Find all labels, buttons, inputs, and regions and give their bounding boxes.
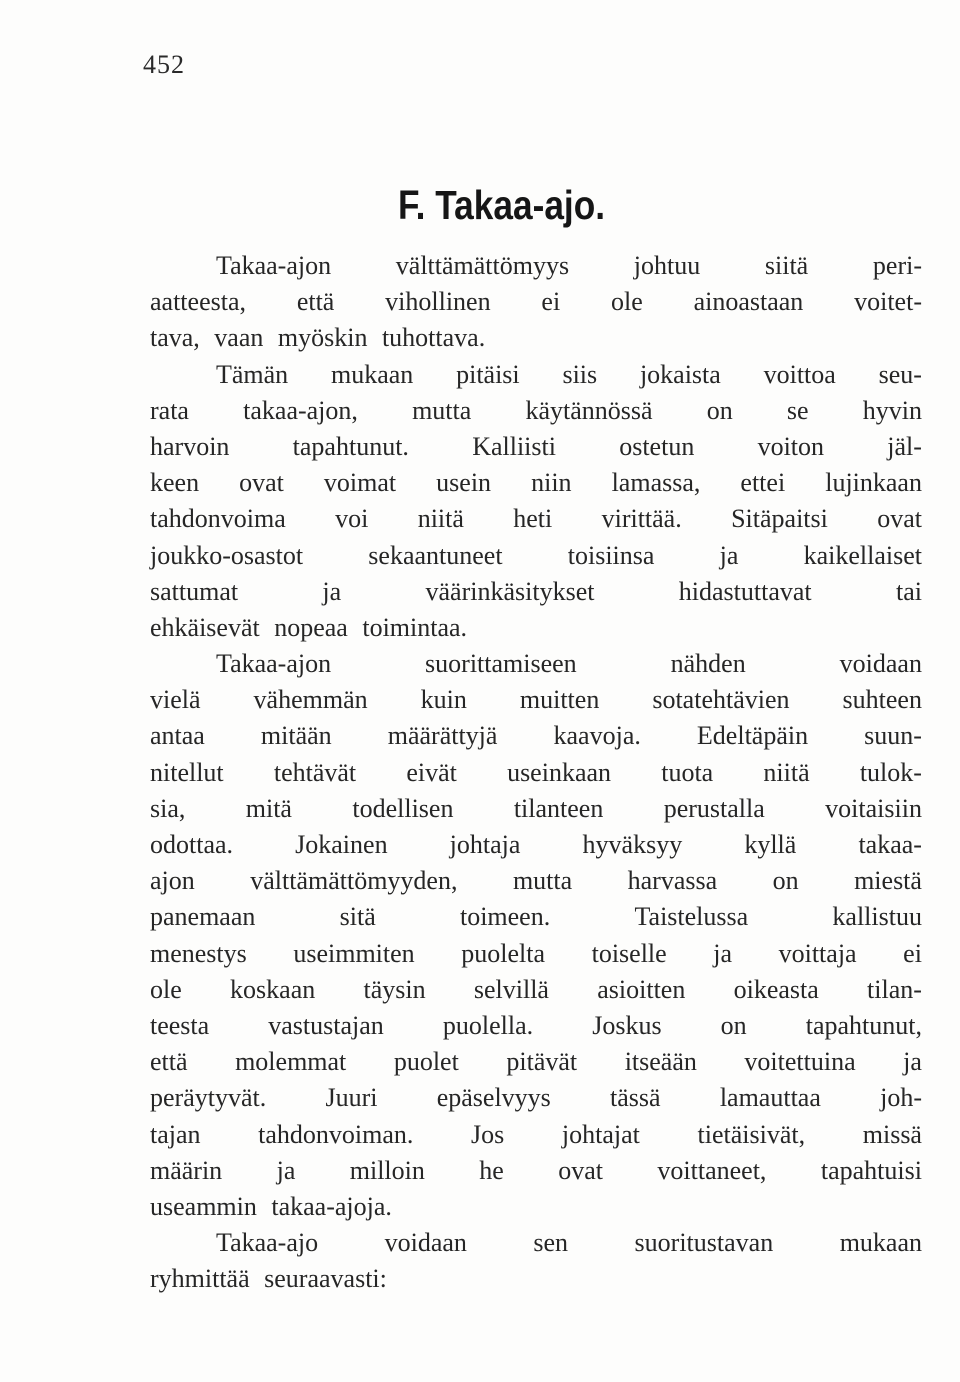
text-line: ehkäisevät nopeaa toimintaa.	[150, 612, 468, 642]
text-line: rata takaa-ajon, mutta käytännössä on se hyvin	[150, 395, 922, 425]
text-line: keen ovat voimat usein niin lamassa, ettei lujinkaan	[150, 468, 922, 498]
text-line: ajon välttämättömyyden, mutta harvassa on miestä	[150, 866, 922, 896]
text-line: tahdonvoima voi niitä heti virittää. Sitäpaitsi ovat	[150, 504, 922, 534]
text-line: ole koskaan täysin selvillä asioitten oikeasta tilan-	[150, 974, 922, 1004]
section-title: F. Takaa-ajo.	[398, 182, 606, 228]
text-line: menestys useimmiten puolelta toiselle ja voittaja ei	[150, 938, 922, 968]
paragraph	[150, 248, 922, 357]
text-line: tava, vaan myöskin tuhottava.	[150, 323, 486, 353]
text-line: aatteesta, että vihollinen ei ole ainoastaan voitet-	[150, 287, 922, 317]
text-line: nitellut tehtävät eivät useinkaan tuota niitä tulok-	[150, 757, 922, 787]
paragraph	[150, 357, 922, 647]
text-line: panemaan sitä toimeen. Taistelussa kallistuu	[150, 902, 922, 932]
text-line: Takaa-ajon välttämättömyys johtuu siitä peri-	[216, 251, 922, 280]
page-number: 452	[143, 50, 185, 79]
text-line: peräytyvät. Juuri epäselvyys tässä lamauttaa joh-	[150, 1083, 922, 1113]
text-line: teesta vastustajan puolella. Joskus on tapahtunut,	[150, 1010, 922, 1040]
text-line: useammin takaa-ajoja.	[150, 1191, 392, 1221]
text-line: tajan tahdonvoiman. Jos johtajat tietäisivät, missä	[150, 1119, 922, 1149]
text-line: Takaa-ajo voidaan sen suoritustavan mukaan	[216, 1228, 922, 1258]
body-text	[150, 248, 922, 1297]
text-line: vielä vähemmän kuin muitten sotatehtävien suhteen	[150, 685, 922, 715]
paragraph	[150, 1225, 922, 1297]
text-line: Tämän mukaan pitäisi siis jokaista voittoa seu-	[216, 359, 922, 389]
text-line: odottaa. Jokainen johtaja hyväksyy kyllä takaa-	[150, 830, 922, 859]
text-line: Takaa-ajon suorittamiseen nähden voidaan	[216, 649, 922, 679]
text-line: sia, mitä todellisen tilanteen perustalla voitaisiin	[150, 793, 922, 823]
text-line: ryhmittää seuraavasti:	[150, 1264, 387, 1294]
text-line: joukko-osastot sekaantuneet toisiinsa ja kaikellaiset	[150, 540, 922, 570]
text-line: että molemmat puolet pitävät itseään voitettuina ja	[150, 1047, 922, 1077]
text-line: harvoin tapahtunut. Kalliisti ostetun voiton jäl-	[150, 431, 922, 461]
paragraph	[150, 646, 922, 1225]
text-line: antaa mitään määrättyjä kaavoja. Edeltäpäin suun-	[150, 721, 922, 751]
text-line: määrin ja milloin he ovat voittaneet, tapahtuisi	[150, 1155, 922, 1185]
text-line: sattumat ja väärinkäsitykset hidastuttavat tai	[150, 576, 922, 606]
